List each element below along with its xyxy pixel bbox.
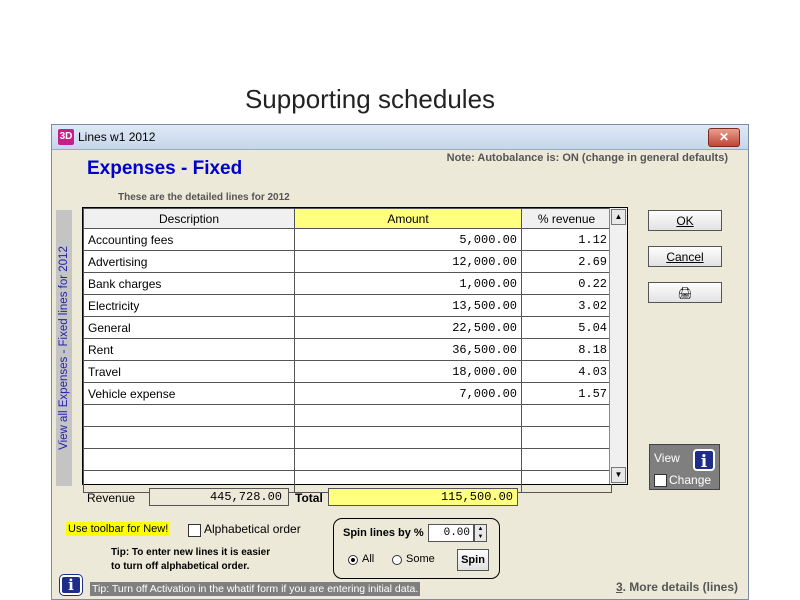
amount-cell[interactable]: 5,000.00: [295, 229, 522, 251]
more-details-label: . More details (lines): [622, 580, 738, 594]
column-header-amount[interactable]: Amount: [295, 209, 522, 229]
pct-revenue-cell: 2.69: [522, 251, 612, 273]
total-label: Total: [295, 491, 323, 505]
app-icon: 3D: [58, 129, 74, 145]
stepper-up-icon[interactable]: ▲: [477, 526, 484, 532]
print-button[interactable]: [648, 282, 722, 303]
change-checkbox[interactable]: [654, 474, 667, 487]
slide-title: Supporting schedules: [244, 84, 496, 114]
table-row[interactable]: [84, 229, 612, 251]
description-cell[interactable]: Rent: [84, 339, 295, 361]
description-cell[interactable]: Electricity: [84, 295, 295, 317]
tip-line: Tip: To enter new lines it is easier: [111, 547, 271, 558]
pct-revenue-cell: 0.22: [522, 273, 612, 295]
pct-revenue-cell: [522, 449, 612, 471]
spin-some-radio[interactable]: [392, 555, 402, 565]
description-cell[interactable]: Advertising: [84, 251, 295, 273]
alphabetical-tip: [111, 546, 270, 574]
title-bar: [52, 125, 748, 150]
revenue-label: Revenue: [87, 491, 136, 505]
help-info-icon[interactable]: i: [60, 575, 82, 595]
pct-revenue-cell: [522, 405, 612, 427]
info-icon[interactable]: i: [693, 449, 715, 471]
window-title: Lines w1 2012: [78, 130, 156, 144]
vertical-scrollbar[interactable]: [609, 208, 627, 484]
table-row[interactable]: [84, 383, 612, 405]
pct-revenue-cell: 1.57: [522, 383, 612, 405]
stepper-down-icon[interactable]: ▼: [477, 534, 484, 540]
pct-revenue-cell: 1.12: [522, 229, 612, 251]
ok-button-label: OK: [676, 214, 694, 228]
description-cell[interactable]: Bank charges: [84, 273, 295, 295]
amount-cell[interactable]: 18,000.00: [295, 361, 522, 383]
pct-revenue-cell: [522, 427, 612, 449]
change-label: Change: [669, 473, 712, 487]
amount-cell[interactable]: [295, 449, 522, 471]
table-row[interactable]: [84, 427, 612, 449]
table-header-row: [84, 209, 612, 229]
more-details-number: 3: [615, 580, 623, 594]
amount-cell[interactable]: 22,500.00: [295, 317, 522, 339]
tip-line: to turn off alphabetical order.: [111, 561, 250, 572]
description-cell[interactable]: [84, 449, 295, 471]
description-cell[interactable]: [84, 427, 295, 449]
table-row[interactable]: [84, 317, 612, 339]
lines-grid[interactable]: [82, 207, 628, 485]
description-cell[interactable]: General: [84, 317, 295, 339]
view-panel: [649, 444, 720, 490]
cancel-button[interactable]: [648, 246, 722, 267]
page-title: Expenses - Fixed: [87, 158, 243, 179]
spin-button[interactable]: Spin: [457, 549, 489, 571]
amount-cell[interactable]: 12,000.00: [295, 251, 522, 273]
column-header-pct-revenue[interactable]: % revenue: [522, 209, 612, 229]
amount-cell[interactable]: [295, 405, 522, 427]
pct-revenue-cell: 5.04: [522, 317, 612, 339]
cancel-button-label: Cancel: [666, 250, 704, 264]
description-cell[interactable]: Vehicle expense: [84, 383, 295, 405]
column-header-description[interactable]: Description: [84, 209, 295, 229]
description-cell[interactable]: Travel: [84, 361, 295, 383]
spin-all-radio[interactable]: [348, 555, 358, 565]
view-all-side-tab[interactable]: [56, 210, 72, 486]
printer-icon: 🖨: [677, 286, 693, 300]
lines-window: [51, 124, 749, 600]
amount-cell[interactable]: 7,000.00: [295, 383, 522, 405]
table-row[interactable]: [84, 251, 612, 273]
more-details-link[interactable]: [616, 580, 738, 594]
amount-cell[interactable]: 36,500.00: [295, 339, 522, 361]
pct-revenue-cell: 8.18: [522, 339, 612, 361]
spin-percent-input[interactable]: 0.00: [428, 524, 474, 542]
table-row[interactable]: [84, 405, 612, 427]
spin-lines-group: [333, 518, 500, 579]
toolbar-hint: Use toolbar for New!: [68, 523, 169, 535]
pct-revenue-cell: [522, 471, 612, 493]
amount-cell[interactable]: 1,000.00: [295, 273, 522, 295]
ok-button[interactable]: [648, 210, 722, 231]
close-button[interactable]: ✕: [708, 128, 740, 147]
scroll-up-icon[interactable]: ▲: [611, 209, 626, 225]
table-row[interactable]: [84, 273, 612, 295]
table-row[interactable]: [84, 339, 612, 361]
spin-stepper[interactable]: [474, 524, 487, 542]
lines-table: [83, 208, 612, 493]
alphabetical-order-label: Alphabetical order: [204, 522, 301, 536]
description-cell[interactable]: Accounting fees: [84, 229, 295, 251]
table-row[interactable]: [84, 449, 612, 471]
status-tip: Tip: Turn off Activation in the whatif form if you are entering initial data.: [92, 583, 419, 595]
table-row[interactable]: [84, 295, 612, 317]
description-cell[interactable]: [84, 405, 295, 427]
pct-revenue-cell: 4.03: [522, 361, 612, 383]
total-value: 115,500.00: [328, 488, 518, 506]
table-row[interactable]: [84, 361, 612, 383]
scroll-down-icon[interactable]: ▼: [611, 467, 626, 483]
autobalance-note: Note: Autobalance is: ON (change in general defaults): [446, 152, 728, 164]
amount-cell[interactable]: [295, 427, 522, 449]
side-tab-label: View all Expenses - Fixed lines for 2012: [58, 246, 70, 450]
alphabetical-order-checkbox[interactable]: [188, 524, 201, 537]
pct-revenue-cell: 3.02: [522, 295, 612, 317]
spin-lines-label: Spin lines by %: [343, 527, 424, 539]
spin-some-label: Some: [406, 553, 435, 565]
view-label: View: [654, 451, 680, 465]
amount-cell[interactable]: 13,500.00: [295, 295, 522, 317]
revenue-value: 445,728.00: [149, 488, 289, 506]
detail-subtitle: These are the detailed lines for 2012: [118, 192, 290, 203]
spin-all-label: All: [362, 553, 375, 565]
